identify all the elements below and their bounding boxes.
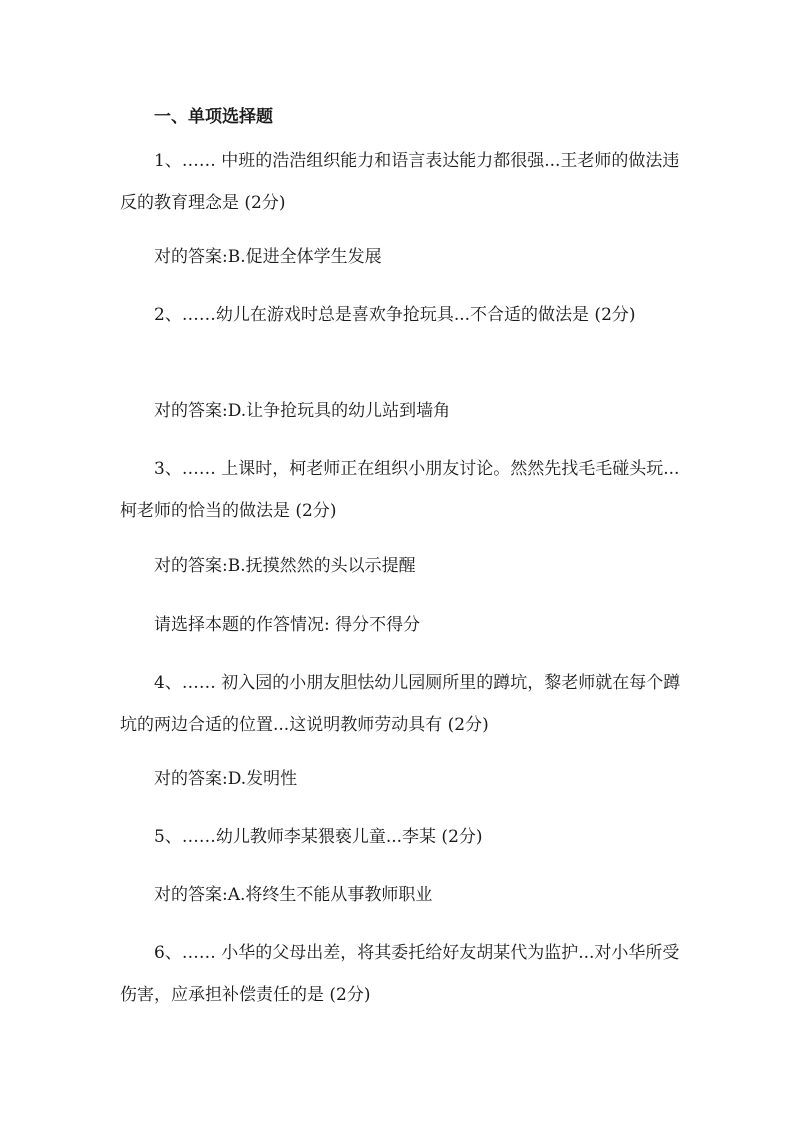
answer-1: 对的答案:B.促进全体学生发展 [154, 247, 382, 267]
question-5: 5、……幼儿教师李某猥亵儿童...李某 (2分) [154, 827, 483, 847]
section-title: 一、单项选择题 [154, 107, 273, 127]
question-3: 3、…… 上课时，柯老师正在组织小朋友讨论。然然先找毛毛碰头玩...柯老师的恰当的做法是 (2分) [120, 459, 680, 521]
question-4: 4、…… 初入园的小朋友胆怯幼儿园厕所里的蹲坑，黎老师就在每个蹲坑的两边合适的位置...这说明教师劳动具有 (2分) [120, 673, 681, 735]
question-1: 1、…… 中班的浩浩组织能力和语言表达能力都很强...王老师的做法违反的教育理念是 (2分) [120, 151, 680, 213]
question-2: 2、……幼儿在游戏时总是喜欢争抢玩具...不合适的做法是 (2分) [154, 305, 636, 325]
answer-2: 对的答案:D.让争抢玩具的幼儿站到墙角 [154, 401, 451, 421]
answer-3: 对的答案:B.抚摸然然的头以示提醒 [154, 556, 416, 576]
question-6: 6、…… 小华的父母出差，将其委托给好友胡某代为监护...对小华所受伤害，应承担补偿责任的是 (2分) [120, 943, 680, 1005]
answer-5: 对的答案:A.将终生不能从事教师职业 [154, 885, 433, 905]
answer-4: 对的答案:D.发明性 [154, 769, 298, 789]
answer-status-note: 请选择本题的作答情况: 得分不得分 [154, 615, 421, 635]
